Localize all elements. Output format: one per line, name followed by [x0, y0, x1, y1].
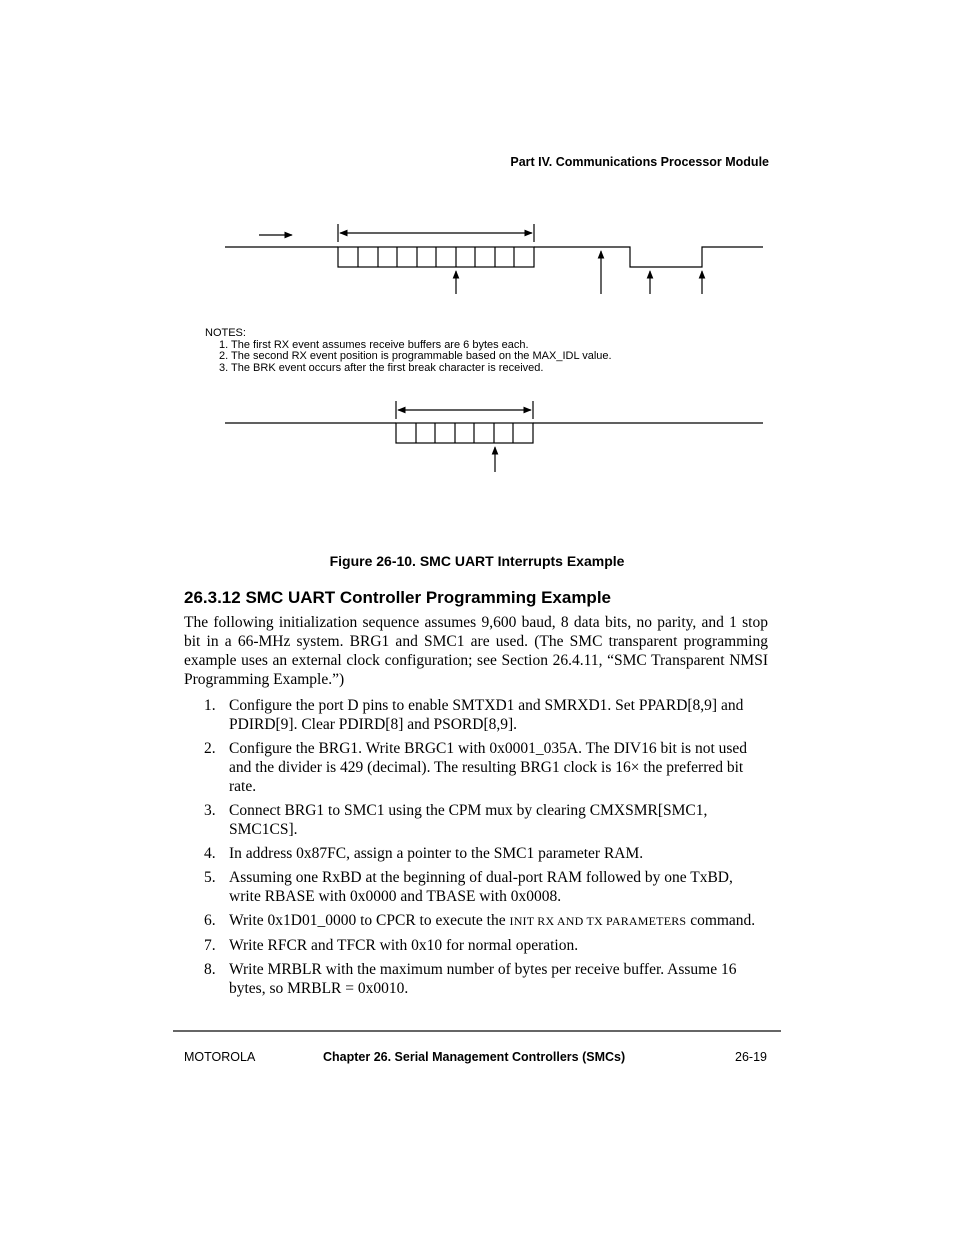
list-item	[184, 696, 768, 734]
step-text-post: command.	[686, 912, 756, 929]
step-text: Assuming one RxBD at the beginning of dual-port RAM followed by one TxBD, write RBASE with 0x0000 and TBASE with 0x0008.	[229, 869, 733, 905]
step-number: 5.	[204, 869, 216, 886]
step-number: 8.	[204, 961, 216, 978]
step-number: 1.	[204, 697, 216, 714]
footer-chapter: Chapter 26. Serial Management Controllers (SMCs)	[323, 1050, 626, 1064]
notes-title: NOTES:	[205, 327, 246, 339]
note-1: 1. The first RX event assumes receive buffers are 6 bytes each.	[219, 338, 529, 351]
intro-paragraph: The following initialization sequence assumes 9,600 baud, 8 data bits, no parity, and 1 stop bit in a 66-MHz system. BRG1 and SMC1 are used. (The SMC transparent programming example uses an external clock configuration; see Section 26.4.11, “SMC Transparent NMSI Programming Example.”)	[184, 614, 768, 688]
timing-diagram	[0, 0, 954, 500]
footer-rule	[173, 1030, 781, 1032]
step-text: Configure the port D pins to enable SMTXD1 and SMRXD1. Set PPARD[8,9] and PDIRD[9]. Clear PDIRD[8] and PSORD[8,9].	[229, 697, 744, 733]
list-item	[184, 844, 768, 863]
list-item	[184, 960, 768, 998]
step-number: 3.	[204, 802, 216, 819]
note-2: 2. The second RX event position is programmable based on the MAX_IDL value.	[219, 350, 612, 362]
list-item	[184, 739, 768, 796]
figure-caption: Figure 26-10. SMC UART Interrupts Example	[329, 553, 625, 569]
step-number: 2.	[204, 740, 216, 757]
step-text: Connect BRG1 to SMC1 using the CPM mux by clearing CMXSMR[SMC1, SMC1CS].	[229, 802, 708, 838]
step-text: Configure the BRG1. Write BRGC1 with 0x0001_035A. The DIV16 bit is not used and the divider is 429 (decimal). The resulting BRG1 clock is 16× the preferred bit rate.	[229, 740, 748, 795]
step-text: In address 0x87FC, assign a pointer to the SMC1 parameter RAM.	[229, 845, 644, 862]
list-item	[184, 911, 768, 931]
figure-notes	[205, 328, 612, 374]
note-3: 3. The BRK event occurs after the first break character is received.	[219, 361, 544, 374]
step-number: 6.	[204, 912, 216, 929]
running-header: Part IV. Communications Processor Module	[510, 155, 769, 169]
list-item	[184, 868, 768, 906]
steps-list	[184, 696, 768, 1003]
page-number: 26-19	[735, 1050, 767, 1064]
step-text: Write RFCR and TFCR with 0x10 for normal operation.	[229, 937, 579, 954]
section-title: 26.3.12 SMC UART Controller Programming Example	[184, 588, 611, 607]
rx-line-break	[534, 247, 763, 267]
step-text-pre: Write 0x1D01_0000 to CPCR to execute the	[229, 912, 510, 929]
footer-left: MOTOROLA	[184, 1050, 256, 1064]
list-item	[184, 936, 768, 955]
command-name: INIT RX AND TX PARAMETERS	[509, 914, 687, 928]
list-item	[184, 801, 768, 839]
step-text: Write MRBLR with the maximum number of bytes per receive buffer. Assume 16 bytes, so MRBLR = 0x0010.	[229, 961, 737, 997]
step-number: 4.	[204, 845, 216, 862]
step-number: 7.	[204, 937, 216, 954]
